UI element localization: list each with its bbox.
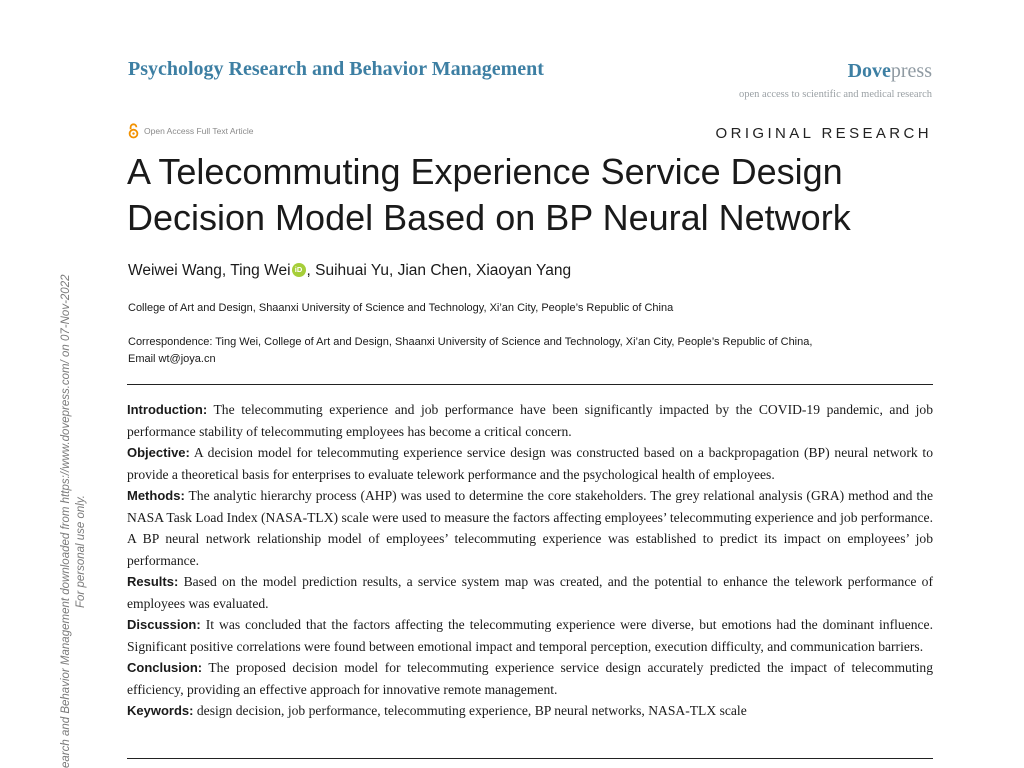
abstract-section-text: A decision model for telecommuting experience service design was constructed based on a backpropagation (BP) neural network to provide a theoretical basis for enterprises to evaluate telework performance and the psychological health of employees. <box>127 445 933 482</box>
open-access-text: Open Access Full Text Article <box>144 126 254 136</box>
author-list <box>128 262 571 280</box>
abstract-bottom-rule <box>127 758 933 759</box>
personal-use-notice: For personal use only. <box>75 495 87 608</box>
abstract-section <box>127 399 933 442</box>
authors-rest: , Suihuai Yu, Jian Chen, Xiaoyan Yang <box>306 262 572 279</box>
abstract-section-text: The proposed decision model for telecommuting experience service design accurately predicted the impact of telecommuting efficiency, providing an effective approach for innovative remote management. <box>127 660 933 697</box>
abstract-top-rule <box>127 384 933 385</box>
publisher-logo[interactable] <box>848 60 932 83</box>
correspondence-email[interactable]: Email wt@joya.cn <box>128 352 216 365</box>
affiliation: College of Art and Design, Shaanxi University of Science and Technology, Xi’an City, People’s Republic of China <box>128 302 674 314</box>
abstract-section-text: It was concluded that the factors affecting the telecommuting experience were diverse, but emotions had the dominant influence. Significant positive correlations were found between emotional impact and temporal perception, execution difficulty, and communication barriers. <box>127 617 933 654</box>
abstract-section-text: The telecommuting experience and job performance have been significantly impacted by the COVID-19 pandemic, and job performance stability of telecommuting employees has become a critical concern. <box>127 402 933 439</box>
abstract-section-label: Discussion: <box>127 617 201 632</box>
abstract-section <box>127 442 933 485</box>
abstract-section-label: Objective: <box>127 445 190 460</box>
open-access-icon <box>128 123 139 139</box>
publisher-logo-main: Dove <box>847 60 891 82</box>
abstract-section-label: Methods: <box>127 488 185 503</box>
abstract-section-text: Based on the model prediction results, a service system map was created, and the potential to enhance the telework performance of employees was evaluated. <box>127 574 933 611</box>
abstract-section-label: Introduction: <box>127 402 208 417</box>
abstract-section <box>127 571 933 614</box>
abstract-section <box>127 700 933 722</box>
publisher-tagline: open access to scientific and medical research <box>739 89 932 100</box>
correspondence <box>128 334 928 367</box>
publisher-logo-suffix: press <box>890 60 932 82</box>
abstract <box>127 399 933 722</box>
title-line-2: Decision Model Based on BP Neural Network <box>127 197 851 238</box>
abstract-section-label: Keywords: <box>127 703 194 718</box>
journal-title: Psychology Research and Behavior Management <box>128 58 544 80</box>
article-type: ORIGINAL RESEARCH <box>715 125 932 142</box>
download-notice: earch and Behavior Management downloaded from https://www.dovepress.com/ on 07-Nov-2022 <box>60 274 72 768</box>
abstract-section <box>127 485 933 571</box>
open-access-label <box>128 123 253 139</box>
abstract-section <box>127 614 933 657</box>
abstract-section-text: The analytic hierarchy process (AHP) was used to determine the core stakeholders. The grey relational analysis (GRA) method and the NASA Task Load Index (NASA-TLX) scale were used to measure the factors affecting employees’ telecommuting experience and job performance. A BP neural network relationship model of employees’ telecommuting experience was established to predict its impact on employees’ job performance. <box>127 488 933 568</box>
orcid-icon[interactable]: iD <box>292 263 306 277</box>
abstract-section <box>127 657 933 700</box>
correspondence-address: Correspondence: Ting Wei, College of Art and Design, Shaanxi University of Science and Technology, Xi’an City, People’s Republic of China, <box>128 336 813 348</box>
authors-first: Weiwei Wang, Ting Wei <box>128 262 291 279</box>
abstract-section-label: Results: <box>127 574 179 589</box>
abstract-section-text: design decision, job performance, telecommuting experience, BP neural networks, NASA-TLX scale <box>193 703 747 718</box>
abstract-section-label: Conclusion: <box>127 660 203 675</box>
title-line-1: A Telecommuting Experience Service Design <box>127 151 843 192</box>
article-title <box>127 149 947 241</box>
